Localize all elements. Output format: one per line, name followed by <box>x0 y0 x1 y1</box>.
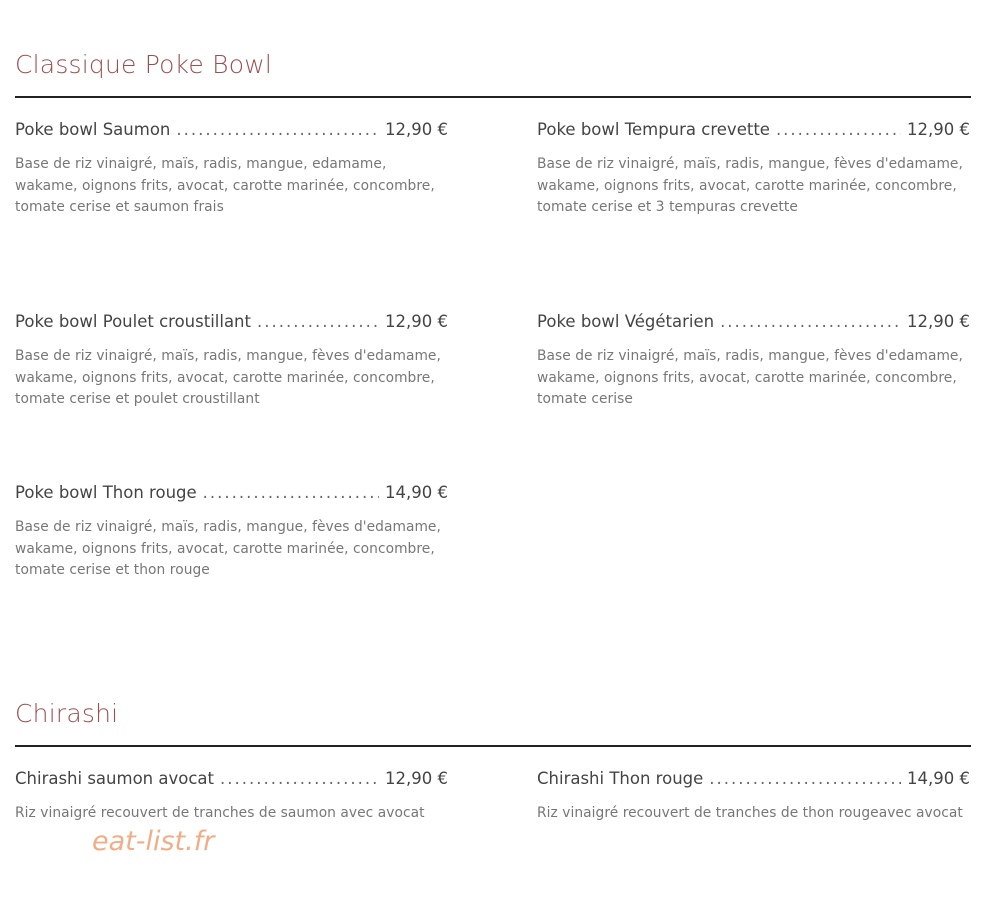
menu-item-header <box>537 310 970 334</box>
menu-item-poke-vegetarien <box>537 310 970 411</box>
section-title: Classique Poke Bowl <box>15 50 273 79</box>
menu-item-name: Poke bowl Poulet croustillant <box>15 312 251 331</box>
menu-item-name: Chirashi saumon avocat <box>15 769 214 788</box>
dot-leader <box>176 118 379 142</box>
menu-item-poke-saumon <box>15 118 448 219</box>
menu-item-header <box>15 118 448 142</box>
menu-item-name: Poke bowl Tempura crevette <box>537 120 770 139</box>
menu-item-poke-tempura-crevette <box>537 118 970 219</box>
menu-item-name: Chirashi Thon rouge <box>537 769 704 788</box>
menu-item-name: Poke bowl Thon rouge <box>15 483 197 502</box>
menu-item-header <box>15 310 448 334</box>
menu-item-price: 12,90 € <box>907 120 970 139</box>
menu-item-price: 12,90 € <box>385 120 448 139</box>
menu-item-header <box>537 767 970 791</box>
menu-item-name: Poke bowl Saumon <box>15 120 171 139</box>
section-divider <box>15 96 971 98</box>
dot-leader <box>257 310 379 334</box>
menu-item-description: Base de riz vinaigré, maïs, radis, mangue, fèves d'edamame, wakame, oignons frits, avocat, carotte marinée, concombre, tomate cerise et thon rouge <box>15 519 441 578</box>
menu-item-poke-poulet-croustillant <box>15 310 448 411</box>
dot-leader <box>720 310 901 334</box>
menu-item-description: Base de riz vinaigré, maïs, radis, mangue, fèves d'edamame, wakame, oignons frits, avocat, carotte marinée, concombre, tomate cerise et 3 tempuras crevette <box>537 156 963 215</box>
section-divider <box>15 745 971 747</box>
menu-item-header <box>15 767 448 791</box>
dot-leader <box>709 767 901 791</box>
dot-leader <box>220 767 379 791</box>
section-title: Chirashi <box>15 699 119 728</box>
menu-item-price: 12,90 € <box>385 769 448 788</box>
watermark: eat-list.fr <box>92 826 215 857</box>
menu-item-price: 14,90 € <box>907 769 970 788</box>
menu-item-name: Poke bowl Végétarien <box>537 312 715 331</box>
section-classique-poke-bowl <box>15 48 971 578</box>
menu-item-description: Riz vinaigré recouvert de tranches de saumon avec avocat <box>15 805 425 821</box>
menu-item-description: Base de riz vinaigré, maïs, radis, mangue, edamame, wakame, oignons frits, avocat, carotte marinée, concombre, tomate cerise et saumon frais <box>15 156 435 215</box>
menu-item-description: Riz vinaigré recouvert de tranches de thon rougeavec avocat <box>537 805 963 821</box>
menu-item-poke-thon-rouge <box>15 481 448 582</box>
section-chirashi <box>15 697 971 821</box>
menu-item-description: Base de riz vinaigré, maïs, radis, mangue, fèves d'edamame, wakame, oignons frits, avocat, carotte marinée, concombre, tomate cerise et poulet croustillant <box>15 348 441 407</box>
menu-item-header <box>15 481 448 505</box>
menu-item-header <box>537 118 970 142</box>
menu-item-price: 14,90 € <box>385 483 448 502</box>
dot-leader <box>776 118 901 142</box>
menu-item-description: Base de riz vinaigré, maïs, radis, mangue, fèves d'edamame, wakame, oignons frits, avocat, carotte marinée, concombre, tomate cerise <box>537 348 963 407</box>
menu-item-chirashi-saumon-avocat <box>15 767 448 825</box>
menu-item-price: 12,90 € <box>907 312 970 331</box>
dot-leader <box>203 481 379 505</box>
menu-item-price: 12,90 € <box>385 312 448 331</box>
menu-item-chirashi-thon-rouge <box>537 767 970 825</box>
